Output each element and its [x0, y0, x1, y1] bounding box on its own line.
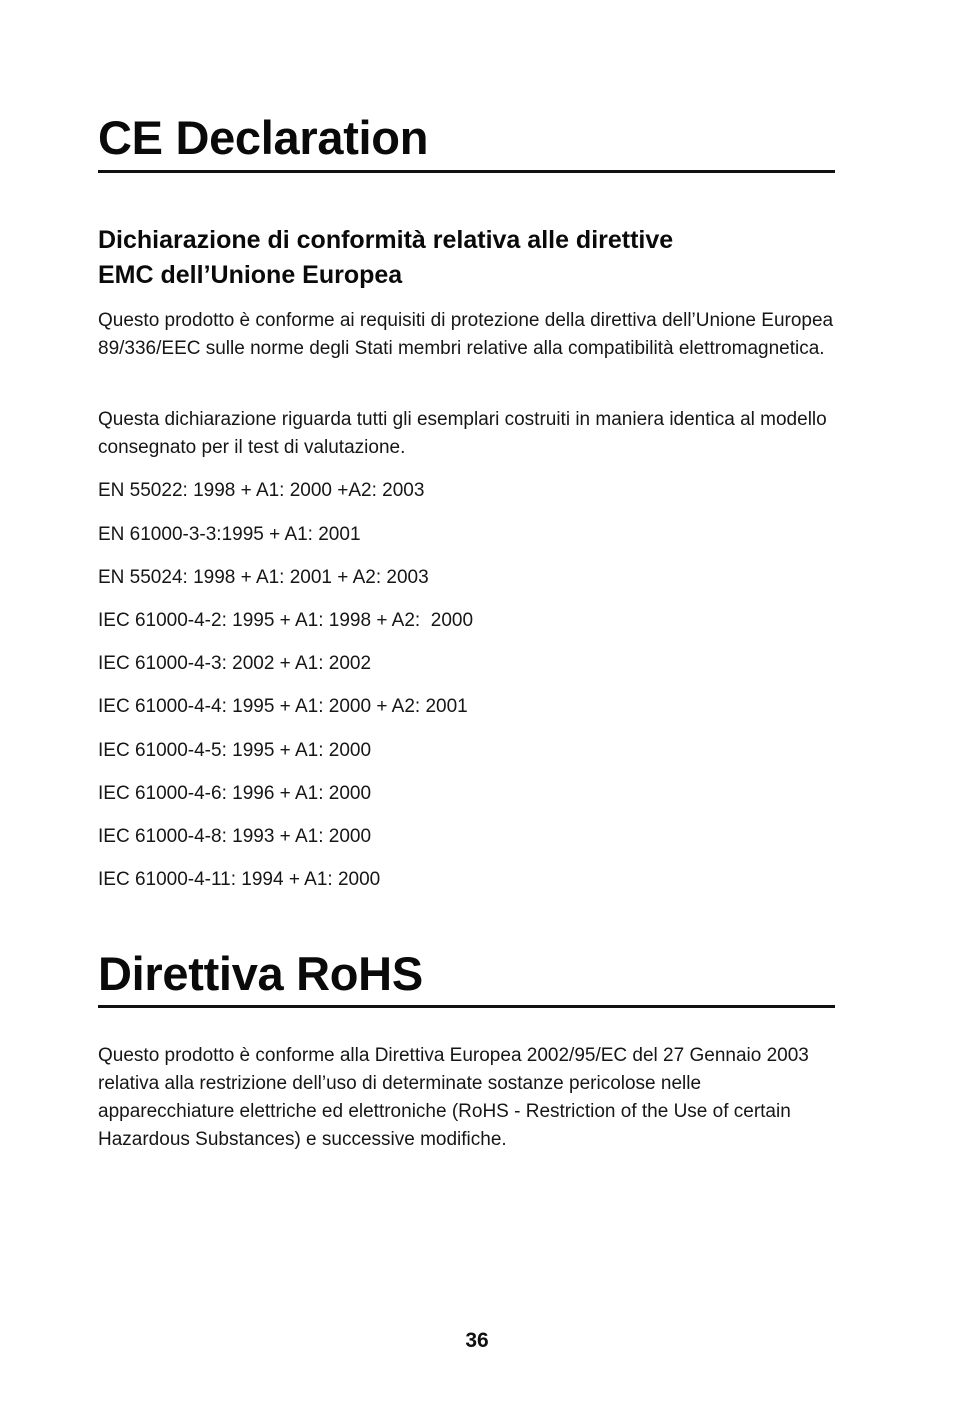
standard-item: IEC 61000-4-11: 1994 + A1: 2000	[98, 869, 381, 890]
rohs-title-rule	[98, 1005, 835, 1008]
rohs-title: Direttiva RoHS	[98, 947, 423, 1000]
standard-item: IEC 61000-4-5: 1995 + A1: 2000	[98, 740, 372, 761]
emc-subtitle-line1: Dichiarazione di conformità relativa alle direttive	[98, 226, 674, 254]
standard-item: IEC 61000-4-4: 1995 + A1: 2000 + A2: 2001	[98, 696, 468, 717]
standard-item: IEC 61000-4-6: 1996 + A1: 2000	[98, 783, 372, 804]
emc-subtitle-line2: EMC dell’Unione Europea	[98, 261, 403, 289]
page-number: 36	[465, 1329, 489, 1352]
ce-declaration-title: CE Declaration	[98, 111, 429, 164]
standard-item: EN 55024: 1998 + A1: 2001 + A2: 2003	[98, 567, 429, 588]
rohs-paragraph: Questo prodotto è conforme alla Direttiva Europea 2002/95/EC del 27 Gennaio 2003 relativa alla restrizione dell’uso di determinate sostanze pericolose nelle apparecchiature elettriche ed elettroniche (RoHS - Restriction of the Use of certain Hazardous Substances) e successive modifiche.	[98, 1045, 809, 1150]
emc-subtitle	[98, 223, 835, 293]
standard-item: IEC 61000-4-8: 1993 + A1: 2000	[98, 826, 372, 847]
standard-item: IEC 61000-4-3: 2002 + A1: 2002	[98, 653, 372, 674]
standard-item: IEC 61000-4-2: 1995 + A1: 1998 + A2: 2000	[98, 610, 474, 631]
standard-item: EN 61000-3-3:1995 + A1: 2001	[98, 524, 361, 545]
title-rule	[98, 170, 835, 173]
emc-paragraph-1: Questo prodotto è conforme ai requisiti di protezione della direttiva dell’Unione Europea 89/336/EEC sulle norme degli Stati membri relative alla compatibilità elettromagnetica.	[98, 310, 834, 359]
standard-item: EN 55022: 1998 + A1: 2000 +A2: 2003	[98, 480, 425, 501]
emc-paragraph-2: Questa dichiarazione riguarda tutti gli esemplari costruiti in maniera identica al modello consegnato per il test di valutazione.	[98, 409, 827, 458]
